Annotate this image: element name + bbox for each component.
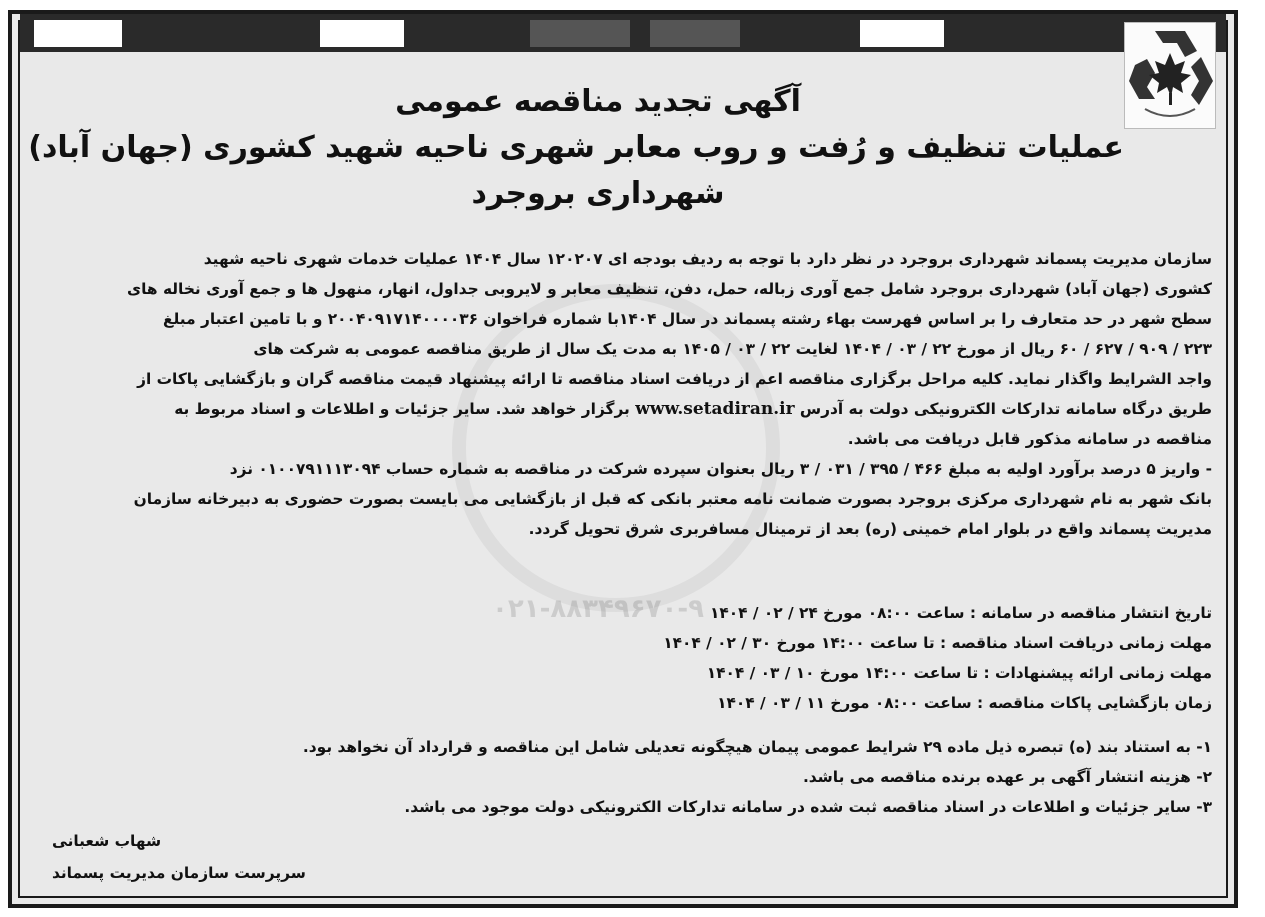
note-item: ۳- سایر جزئیات و اطلاعات در اسناد مناقصه ثبت شده در سامانه تدارکات الکترونیکی دولت موجود می باشد. (404, 798, 1212, 816)
deposit-line: - واریز ۵ درصد برآورد اولیه به مبلغ ۴۶۶ / ۳۹۵ / ۰۳۱ / ۳ ریال بعنوان سپرده شرکت در مناقصه به شماره حساب ۰۱۰۰۷۹۱۱۱۳۰۹۴ نزد (229, 460, 1212, 478)
tender-body (40, 244, 1212, 544)
body-line-with-url (40, 394, 1212, 424)
note-item: ۲- هزینه انتشار آگهی بر عهده برنده مناقصه می باشد. (802, 768, 1212, 786)
deposit-line: مدیریت پسماند واقع در بلوار امام خمینی (ره) بعد از ترمینال مسافربری شرق تحویل گردد. (528, 520, 1212, 538)
top-bar-gray-block (650, 20, 740, 47)
tender-notes (303, 732, 1212, 822)
note-item: ۱- به استناد بند (ه) تبصره ذیل ماده ۲۹ شرایط عمومی پیمان هیچگونه تعدیلی شامل این مناقصه و قرارداد آن نخواهد بود. (302, 738, 1212, 756)
signatory-name: شهاب شعبانی (52, 832, 162, 850)
signatory-position: سرپرست سازمان مدیریت پسماند (52, 864, 306, 882)
body-line-text: برگزار خواهد شد. سایر جزئیات و اطلاعات و اسناد مربوط به (174, 400, 630, 418)
top-bar (20, 14, 1226, 52)
body-line: واجد الشرایط واگذار نماید. کلیه مراحل برگزاری مناقصه اعم از دریافت اسناد مناقصه تا ارائه پیشنهاد قیمت مناقصه گران و بازگشایی پاکات از (137, 370, 1212, 388)
opening-date: زمان بازگشایی پاکات مناقصه : ساعت ۰۸:۰۰ مورخ ۱۱ / ۰۳ / ۱۴۰۴ (717, 694, 1212, 712)
body-line: سازمان مدیریت پسماند شهرداری بروجرد در نظر دارد با توجه به ردیف بودجه ای ۱۲۰۲۰۷ سال ۱۴۰۴ عملیات خدمات شهری ناحیه شهید (203, 250, 1212, 268)
body-line: کشوری (جهان آباد) شهرداری بروجرد شامل جمع آوری زباله، حمل، دفن، تنظیف معابر و لایروبی جداول، انهار، منهول ها و جمع آوری نخاله های (127, 280, 1212, 298)
setadiran-link[interactable]: www.setadiran.ir (635, 399, 795, 419)
body-line: ۲۲۳ / ۹۰۹ / ۶۲۷ / ۶۰ ریال از مورخ ۲۲ / ۰۳ / ۱۴۰۴ لغایت ۲۲ / ۰۳ / ۱۴۰۵ به مدت یک سال از طریق مناقصه عمومی به شرکت های (253, 340, 1212, 358)
top-bar-white-block (34, 20, 122, 47)
title-line-2: عملیات تنظیف و رُفت و روب معابر شهری ناحیه شهید کشوری (جهان آباد) (28, 130, 1124, 165)
receive-deadline: مهلت زمانی دریافت اسناد مناقصه : تا ساعت ۱۴:۰۰ مورخ ۳۰ / ۰۲ / ۱۴۰۴ (663, 634, 1212, 652)
body-line: سطح شهر در حد متعارف را بر اساس فهرست بهاء رشته پسماند در سال ۱۴۰۴با شماره فراخوان ۲۰۰۴۰۹۱۷۱۴۰۰۰۰۳۶ و با تامین اعتبار مبلغ (163, 310, 1212, 328)
top-bar-gray-block (530, 20, 630, 47)
publish-date: تاریخ انتشار مناقصه در سامانه : ساعت ۰۸:۰۰ مورخ ۲۴ / ۰۲ / ۱۴۰۴ (709, 604, 1212, 622)
municipality-logo (1124, 22, 1216, 129)
submit-deadline: مهلت زمانی ارائه پیشنهادات : تا ساعت ۱۴:۰۰ مورخ ۱۰ / ۰۳ / ۱۴۰۴ (706, 664, 1212, 682)
deposit-line: بانک شهر به نام شهرداری مرکزی بروجرد بصورت ضمانت نامه معتبر بانکی که قبل از بازگشایی می بایست بصورت حضوری به دبیرخانه سازمان (133, 490, 1212, 508)
top-bar-white-block (320, 20, 404, 47)
advertisement-frame (8, 10, 1238, 908)
recycle-leaf-icon (1125, 23, 1215, 128)
body-line: مناقصه در سامانه مذکور قابل دریافت می باشد. (847, 430, 1212, 448)
top-bar-white-block (860, 20, 944, 47)
tender-dates (663, 598, 1212, 718)
title-line-1: آگهی تجدید مناقصه عمومی (395, 84, 801, 119)
title-line-3: شهرداری بروجرد (471, 176, 725, 211)
body-line-text: طریق درگاه سامانه تدارکات الکترونیکی دولت به آدرس (799, 400, 1212, 418)
watermark-phone: ۰۲۱-۸۸۳۴۹۶۷۰-۹ (492, 594, 705, 624)
